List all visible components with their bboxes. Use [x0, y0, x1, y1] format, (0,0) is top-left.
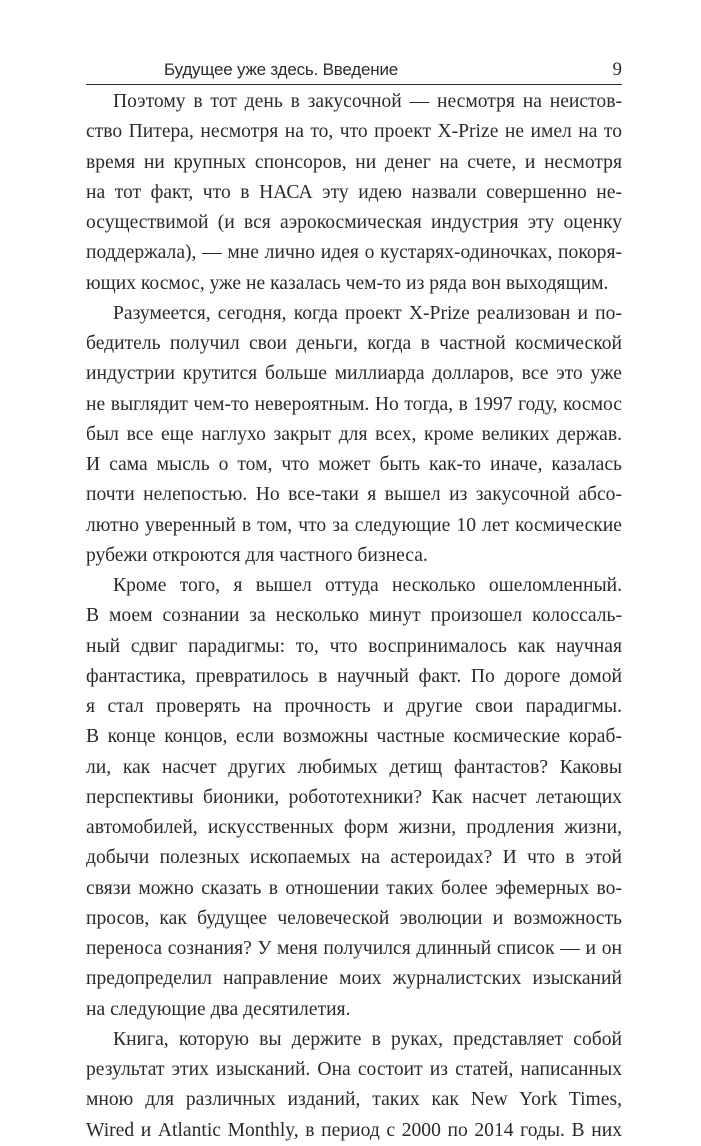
text-line: время ни крупных спонсоров, ни денег на счете, и несмотря [86, 151, 622, 173]
text-line: лютно уверенный в том, что за следующие 10 лет космические [86, 514, 622, 536]
text-line: перспективы бионики, робототехники? Как насчет летающих [86, 786, 622, 808]
page-number: 9 [612, 59, 622, 80]
text-line: связи можно сказать в отношении таких более эфемерных во- [86, 877, 622, 899]
text-line: Поэтому в тот день в закусочной — несмотря на неистов- [113, 91, 622, 112]
text-line: предопределил направление моих журналистских изысканий [86, 968, 622, 990]
text-line: В моем сознании за несколько минут произошел колоссаль- [86, 605, 622, 627]
text-line: ный сдвиг парадигмы: то, что воспринималось как научная [86, 635, 622, 657]
body-text [86, 87, 622, 1146]
text-line: бедитель получил свои деньги, когда в частной космической [86, 333, 622, 354]
text-line: рубежи откроются для частного бизнеса. [86, 544, 428, 566]
text-line: В конце концов, если возможны частные космические кораб- [86, 726, 622, 748]
text-line: Разумеется, сегодня, когда проект X-Prize реализован и по- [113, 302, 622, 324]
text-line: фантастика, превратилось в научный факт. По дороге домой [86, 665, 622, 687]
running-header [86, 58, 622, 85]
text-line: поддержала), — мне лично идея о кустарях-одиночках, покоря- [86, 242, 622, 264]
text-line: на тот факт, что в НАСА эту идею назвали совершенно не- [86, 181, 622, 203]
text-line: Кроме того, я вышел оттуда несколько ошеломленный. [113, 575, 622, 596]
text-line: я стал проверять на прочность и другие свои парадигмы. [86, 696, 622, 717]
text-line: ство Питера, несмотря на то, что проект X-Prize не имел на то [86, 121, 622, 143]
text-line: не выглядит чем-то невероятным. Но тогда, в 1997 году, космос [86, 393, 622, 415]
text-line: результат этих изысканий. Она состоит из статей, написанных [86, 1059, 622, 1080]
text-line: Книга, которую вы держите в руках, представляет собой [113, 1028, 622, 1050]
text-line: на следующие два десятилетия. [86, 998, 351, 1020]
text-line: просов, как будущее человеческой эволюции и возможность [86, 907, 622, 929]
running-title: Будущее уже здесь. Введение [164, 60, 398, 79]
text-line: автомобилей, искусственных форм жизни, продления жизни, [86, 817, 622, 838]
text-line: И сама мысль о том, что может быть как-то иначе, казалась [86, 454, 622, 475]
text-line: осуществимой (и вся аэрокосмическая индустрия эту оценку [86, 212, 622, 233]
text-line: переноса сознания? У меня получился длинный список — и он [86, 938, 622, 959]
text-line: индустрии крутится больше миллиарда долларов, все это уже [86, 363, 622, 385]
text-line: мною для различных изданий, таких как New York Times, [86, 1089, 622, 1111]
text-line: ли, как насчет других любимых детищ фантастов? Каковы [86, 756, 622, 778]
text-line: ющих космос, уже не казалась чем-то из ряда вон выходящим. [86, 272, 609, 294]
text-line: добычи полезных ископаемых на астероидах? И что в этой [86, 847, 622, 869]
text-line: Wired и Atlantic Monthly, в период с 2000 по 2014 годы. В них [86, 1119, 622, 1141]
text-line: почти нелепостью. Но все-таки я вышел из закусочной абсо- [86, 484, 622, 506]
text-line: был все еще наглухо закрыт для всех, кроме великих держав. [86, 423, 622, 445]
